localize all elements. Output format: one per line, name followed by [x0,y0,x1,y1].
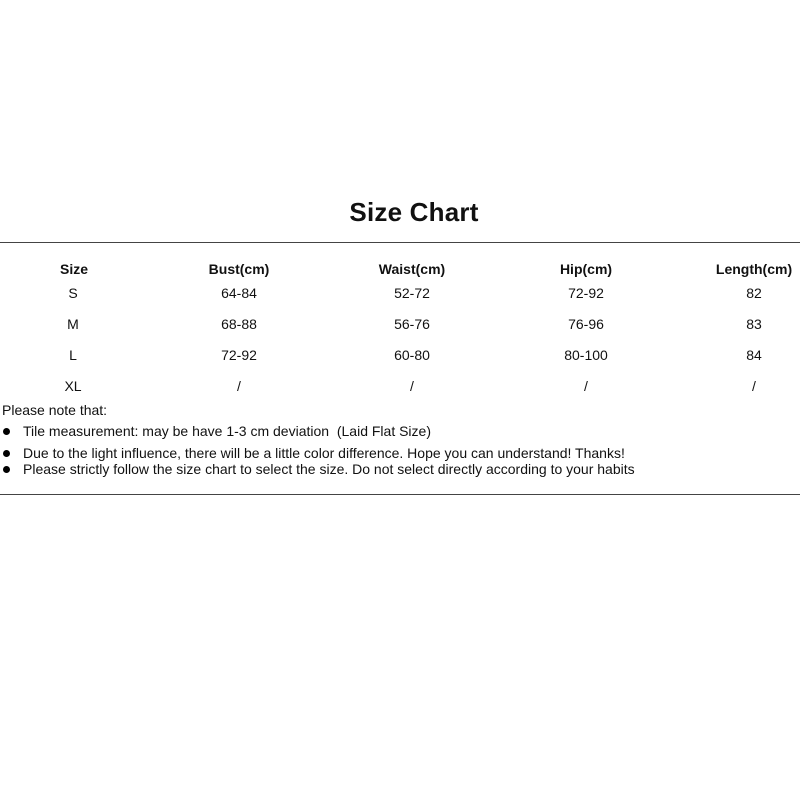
size-cell: XL [64,378,82,394]
bust-cell: 72-92 [221,347,257,363]
header-size: Size [59,261,88,277]
bullet-icon [3,428,10,435]
length-cell: 84 [746,347,762,363]
bullet-icon [3,466,10,473]
note-text: Please strictly follow the size chart to select the size. Do not select directly according to your habits [23,461,635,477]
hip-cell: 80-100 [564,347,608,363]
bust-cell: 64-84 [221,285,257,301]
waist-cell: / [410,378,414,394]
hip-cell: 72-92 [568,285,604,301]
note-text: Tile measurement: may be have 1-3 cm deviation (Laid Flat Size) [23,423,431,439]
waist-cell: 52-72 [394,285,430,301]
hip-cell: / [584,378,588,394]
header-hip: Hip(cm) [559,261,613,277]
length-cell: 83 [746,316,762,332]
note-text: Due to the light influence, there will be a little color difference. Hope you can understand! Thanks! [23,445,625,461]
bust-cell: 68-88 [221,316,257,332]
notes-title: Please note that: [2,402,108,418]
top-divider [0,242,800,243]
header-length: Length(cm) [715,261,793,277]
page-title: Size Chart [349,197,479,227]
waist-cell: 60-80 [394,347,430,363]
bust-cell: / [237,378,241,394]
hip-cell: 76-96 [568,316,604,332]
length-cell: / [752,378,756,394]
length-cell: 82 [746,285,762,301]
header-waist: Waist(cm) [378,261,446,277]
header-bust: Bust(cm) [208,261,270,277]
size-cell: L [69,347,77,363]
size-cell: M [67,316,79,332]
waist-cell: 56-76 [394,316,430,332]
size-cell: S [68,285,78,301]
bullet-icon [3,450,10,457]
bottom-divider [0,494,800,495]
